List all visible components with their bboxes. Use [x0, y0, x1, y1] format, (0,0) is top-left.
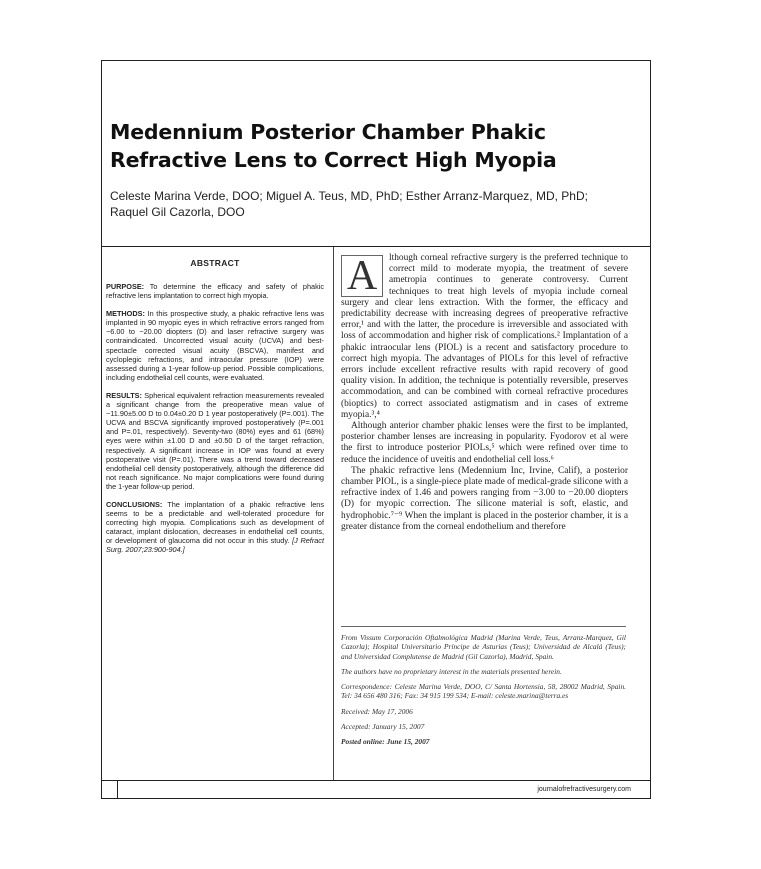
body-paragraph-1-text: lthough corneal refractive surgery is the preferred technique to correct mild to moderate myopia, the treatment of severe ametropia continues to generate controversy. Current techniques to treat high levels of myopia include corneal surgery and clear lens extraction. With the former, the efficacy and predictability decrease with increasing degrees of preoperative refractive error,¹ and with the latter, the procedure is irreversible and associated with loss of accommodation and higher risk of complications.² Implantation of a phakic intraocular lens (PIOL) is a recent and satisfactory procedure to correct high myopia. The advantages of PIOLs for this level of refractive errors include excellent refractive results with rapid recovery of good quality vision. In addition, the technique is potentially reversible, preserves accommodation, and can be combined with corneal refractive procedures (bioptics) to correct associated astigmatism and in cases of extreme myopia.³,⁴ [341, 253, 628, 420]
purpose-text: To determine the efficacy and safety of phakic refractive lens implantation to correct high myopia. [106, 282, 324, 301]
conclusions-text: The implantation of a phakic refractive lens seems to be a predictable and well-tolerated procedure for correcting high myopia. Complications such as development of cataract, implant dislocation, decreases in endothelial cell counts, or development of glaucoma did not occur in this study. [106, 499, 324, 546]
footnotes [341, 633, 626, 753]
received-date: Received: May 17, 2006 [341, 706, 413, 716]
column-divider [333, 247, 334, 780]
methods-text: In this prospective study, a phakic refractive lens was implanted in 90 myopic eyes in which refractive errors ranged from −6.00 to −20.00 diopters (D) and laser refractive surgery was contraindicated. Uncorrected visual acuity (UCVA) and best-spectacle corrected visual acuity (BSCVA), manifest and cycloplegic refractions, and intraocular pressure (IOP) were assessed during a 1-year follow-up period. Possible complications, including endothelial cell counts, were evaluated. [106, 309, 324, 382]
posted-date: Posted online: June 15, 2007 [341, 737, 430, 747]
accepted-date: Accepted: January 15, 2007 [341, 722, 425, 732]
article-body [341, 253, 628, 533]
body-paragraph-2: Although anterior chamber phakic lenses were the first to be implanted, posterior chamber lenses are increasing in popularity. Fyodorov et al were the first to introduce posterior PIOLs,⁵ which were refined over time to reduce the incidence of uveitis and endothelial cell loss.⁶ [341, 421, 628, 465]
disclosure-note: The authors have no proprietary interest in the materials presented herein. [341, 666, 562, 676]
body-paragraph-3: The phakic refractive lens (Medennium Inc, Irvine, Calif), a posterior chamber PIOL, is a single-piece plate made of medical-grade silicone with a refractive index of 1.46 and powers ranging from −3.00 to −20.00 diopters (D) for myopic correction. The silicone material is soft, elastic, and hydrophobic.⁷⁻⁹ When the implant is placed in the posterior chamber, it is a greater distance from the corneal endothelium and therefore [341, 465, 628, 532]
author-list [110, 188, 630, 220]
abstract-section [106, 258, 324, 564]
correspondence-note: Correspondence: Celeste Marina Verde, DOO, C/ Santa Hortensia, 58, 28002 Madrid, Spain. Tel: 34 656 480 316; Fax: 34 915 199 534; E-mail: celeste.marina@terra.es [341, 682, 626, 701]
affiliation-note: From Vissum Corporación Oftalmológica Madrid (Marina Verde, Teus, Arranz-Marquez, Gil Cazorla); Hospital Universitario Príncipe de Asturias (Teus); Universidad de Alcalá (Teus); and Universidad Complutense de Madrid (Gil Cazorla), Madrid, Spain. [341, 633, 626, 661]
purpose-label: PURPOSE: [106, 282, 145, 291]
footnote-rule [341, 626, 626, 627]
article-title [110, 118, 630, 174]
results-text: Spherical equivalent refraction measurements revealed a significant change from the preoperative mean value of −11.90±5.00 D to 0.04±0.20 D 1 year postoperatively (P=.001). The UCVA and BSCVA significantly improved postoperatively (P=.001 and P=.01, respectively). Seventy-two (80%) eyes and 61 (68%) eyes were within ±1.00 D and ±0.50 D of the target refraction, respectively. A significant increase in IOP was found at every postoperative visit (P=.01). There was a trend toward decreased endothelial cell density postoperatively, although the difference did not reach significance. No major complications were found during the 1-year follow-up period. [106, 390, 324, 491]
abstract-methods [106, 309, 324, 382]
title-line-1: Medennium Posterior Chamber Phakic [110, 120, 546, 144]
abstract-conclusions [106, 500, 324, 555]
drop-cap: A [341, 255, 383, 297]
methods-label: METHODS: [106, 309, 145, 319]
conclusions-label: CONCLUSIONS: [106, 499, 163, 509]
abstract-heading: ABSTRACT [190, 258, 240, 268]
authors-line-1: Celeste Marina Verde, DOO; Miguel A. Teus, MD, PhD; Esther Arranz-Marquez, MD, PhD; [110, 189, 588, 203]
citation: [J Refract Surg. 2007;23:900-904.] [106, 536, 324, 555]
journal-url: journalofrefractivesurgery.com [537, 786, 631, 793]
body-paragraph-1 [341, 253, 628, 421]
page-number-box [101, 780, 118, 799]
abstract-results [106, 391, 324, 491]
results-label: RESULTS: [106, 390, 142, 400]
title-line-2: Refractive Lens to Correct High Myopia [110, 148, 557, 172]
authors-line-2: Raquel Gil Cazorla, DOO [110, 205, 245, 219]
abstract-purpose [106, 282, 324, 300]
